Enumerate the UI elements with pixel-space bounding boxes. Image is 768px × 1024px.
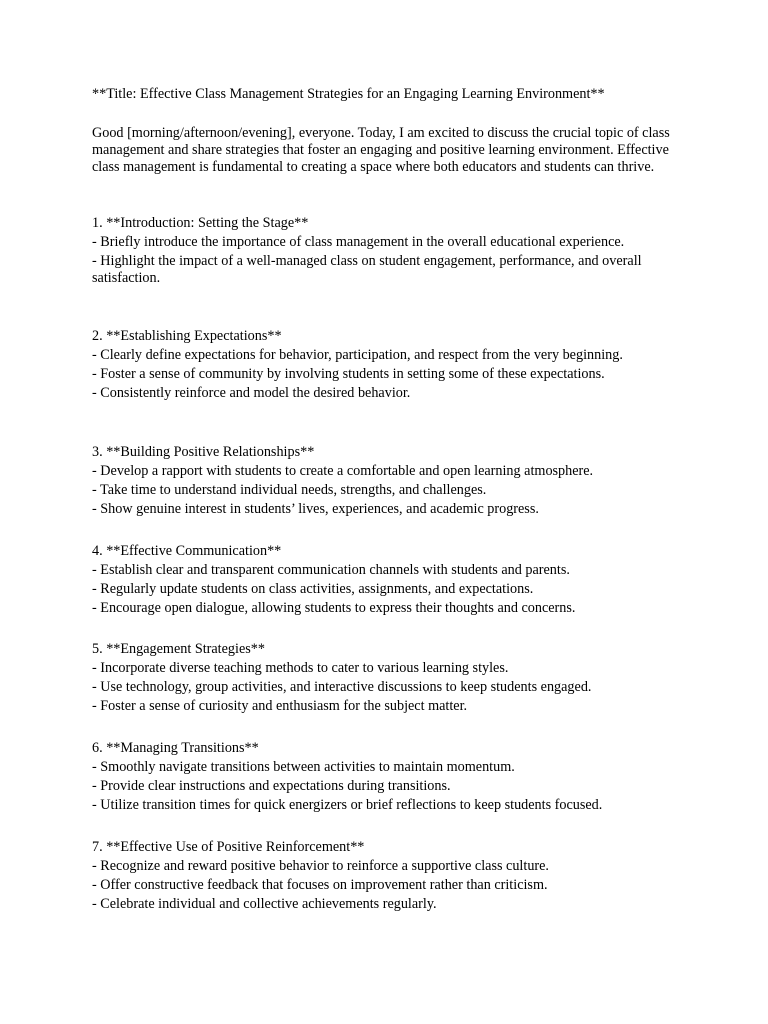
- section-reinforcement: [92, 838, 682, 913]
- list-item-text: - Regularly update students on class activities, assignments, and expectations.: [92, 581, 534, 597]
- document-title: **Title: Effective Class Management Strategies for an Engaging Learning Environment**: [92, 86, 605, 102]
- list-item: [92, 797, 682, 814]
- list-item: [92, 581, 682, 598]
- list-item-text: - Smoothly navigate transitions between activities to maintain momentum.: [92, 759, 515, 775]
- section-heading: 1. **Introduction: Setting the Stage**: [92, 215, 309, 231]
- list-item: [92, 347, 682, 364]
- list-item-text: - Use technology, group activities, and interactive discussions to keep students engaged.: [92, 679, 592, 695]
- section-engagement: [92, 640, 682, 715]
- list-item: [92, 600, 682, 617]
- section-expectations: [92, 327, 682, 402]
- list-item-text: - Briefly introduce the importance of class management in the overall educational experience.: [92, 234, 625, 250]
- list-item: [92, 463, 682, 480]
- list-item-text: - Encourage open dialogue, allowing students to express their thoughts and concerns.: [92, 600, 576, 616]
- section-heading: 4. **Effective Communication**: [92, 543, 282, 559]
- list-item: [92, 482, 682, 499]
- list-item-text: - Utilize transition times for quick energizers or brief reflections to keep students focused.: [92, 797, 603, 813]
- list-item-text: - Take time to understand individual needs, strengths, and challenges.: [92, 482, 487, 498]
- list-item: [92, 858, 682, 875]
- intro-paragraph: Good [morning/afternoon/evening], everyone. Today, I am excited to discuss the crucial topic of class management and share strategies that foster an engaging and positive learning environment. Effective class management is fundamental to creating a space where both educators and students can thrive.: [92, 125, 670, 175]
- section-communication: [92, 542, 682, 617]
- list-item: [92, 877, 682, 894]
- list-item: [92, 501, 682, 518]
- list-item: [92, 660, 682, 677]
- list-item-text: - Foster a sense of curiosity and enthusiasm for the subject matter.: [92, 698, 468, 714]
- list-item: [92, 366, 682, 383]
- list-item-text: - Show genuine interest in students’ lives, experiences, and academic progress.: [92, 501, 539, 517]
- list-item: [92, 759, 682, 776]
- list-item-text: - Highlight the impact of a well-managed class on student engagement, performance, and overall satisfaction.: [92, 253, 642, 286]
- list-item-text: - Establish clear and transparent communication channels with students and parents.: [92, 562, 570, 578]
- section-relationships: [92, 443, 682, 518]
- list-item-text: - Develop a rapport with students to create a comfortable and open learning atmosphere.: [92, 463, 594, 479]
- list-item: [92, 234, 682, 251]
- list-item: [92, 778, 682, 795]
- list-item-text: - Provide clear instructions and expectations during transitions.: [92, 778, 451, 794]
- section-transitions: [92, 739, 682, 814]
- section-heading: 6. **Managing Transitions**: [92, 740, 259, 756]
- section-heading: 3. **Building Positive Relationships**: [92, 444, 315, 460]
- list-item-text: - Offer constructive feedback that focuses on improvement rather than criticism.: [92, 877, 548, 893]
- section-heading: 5. **Engagement Strategies**: [92, 641, 265, 657]
- list-item-text: - Consistently reinforce and model the desired behavior.: [92, 385, 411, 401]
- list-item-text: - Celebrate individual and collective achievements regularly.: [92, 896, 437, 912]
- list-item: [92, 896, 682, 913]
- section-heading: 2. **Establishing Expectations**: [92, 328, 282, 344]
- list-item: [92, 385, 682, 402]
- list-item: [92, 698, 682, 715]
- list-item: [92, 253, 682, 287]
- list-item-text: - Clearly define expectations for behavior, participation, and respect from the very beginning.: [92, 347, 623, 363]
- section-introduction: [92, 214, 682, 287]
- list-item-text: - Incorporate diverse teaching methods to cater to various learning styles.: [92, 660, 509, 676]
- section-heading: 7. **Effective Use of Positive Reinforcement**: [92, 839, 365, 855]
- list-item-text: - Recognize and reward positive behavior to reinforce a supportive class culture.: [92, 858, 549, 874]
- list-item: [92, 562, 682, 579]
- list-item-text: - Foster a sense of community by involving students in setting some of these expectations.: [92, 366, 605, 382]
- list-item: [92, 679, 682, 696]
